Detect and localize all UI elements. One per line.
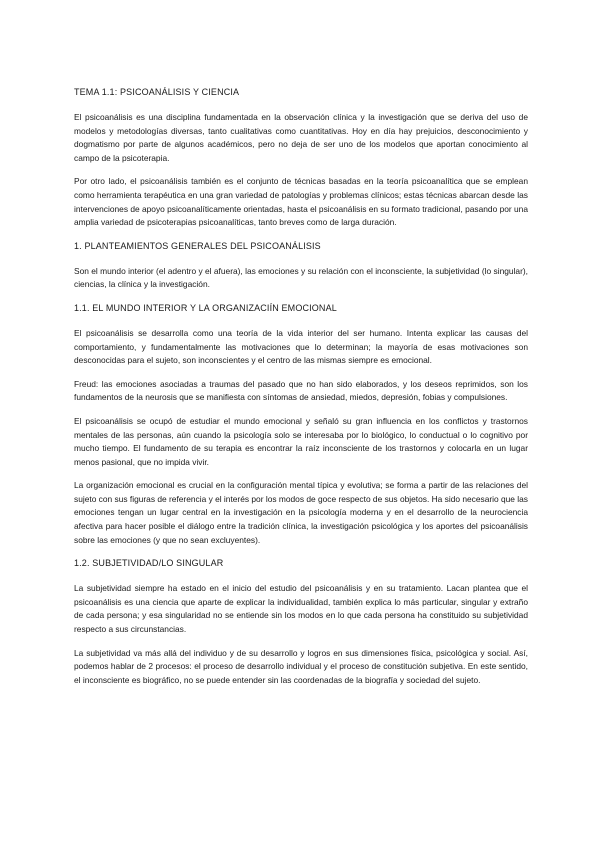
- section-1-2-paragraph-2: La subjetividad va más allá del individuo y de su desarrollo y logros en sus dimensiones física, psicológica y social. Así, podemos hablar de 2 procesos: el proceso de desarrollo individual y el proceso de constitución subjetiva. En este sentido, el inconsciente es biográfico, no se puede entender sin las coordenadas de la biografía y sociedad del sujeto.: [74, 647, 528, 685]
- section-1-paragraph: Son el mundo interior (el adentro y el afuera), las emociones y su relación con el inconsciente, la subjetividad (lo singular), ciencias, la clínica y la investigación.: [74, 265, 528, 290]
- document-page: [74, 86, 528, 697]
- section-1-heading: 1. PLANTEAMIENTOS GENERALES DEL PSICOANÁLISIS: [74, 240, 321, 251]
- section-1-1-paragraph-2: Freud: las emociones asociadas a traumas del pasado que no han sido elaborados, y los deseos reprimidos, son los fundamentos de la neurosis que se manifiesta con síntomas de ansiedad, miedos, depresión, fobias y compulsiones.: [74, 378, 528, 403]
- section-1-2-heading: 1.2. SUBJETIVIDAD/LO SINGULAR: [74, 558, 224, 569]
- section-1-1-heading: 1.1. EL MUNDO INTERIOR Y LA ORGANIZACIÍN EMOCIONAL: [74, 302, 337, 313]
- intro-paragraph-1: El psicoanálisis es una disciplina fundamentada en la observación clínica y la investigación que se deriva del uso de modelos y metodologías diversas, tanto cualitativas como cuantitativas. Hoy en día hay prejuicios, desconocimiento y dogmatismo por parte de algunos académicos, pero no deja de ser uno de los modelos que aportan conocimiento al campo de la psicoterapia.: [74, 112, 528, 163]
- section-1-1-paragraph-3: El psicoanálisis se ocupó de estudiar el mundo emocional y señaló su gran influencia en los conflictos y trastornos mentales de las personas, aún cuando la psicología solo se interesaba por lo biológico, lo conductual o lo cognitivo por mucho tiempo. El fundamento de su terapia es encontrar la raíz inconsciente de los trastornos y colocarla en un lugar menos pasional, que no impida vivir.: [74, 415, 528, 467]
- section-1-1-paragraph-4: La organización emocional es crucial en la configuración mental típica y evolutiva; se forma a partir de las relaciones del sujeto con sus figuras de referencia y el interés por los modos de goce respecto de sus objetos. Ha sido necesario que las emociones tengan un lugar central en la investigación en la psicología moderna y en el desarrollo de la neurociencia afectiva para hacer posible el diálogo entre la tradición clínica, la investigación psicológica y los aportes del psicoanálisis sobre las emociones (y que no sean excluyentes).: [74, 480, 528, 545]
- intro-paragraph-2: Por otro lado, el psicoanálisis también es el conjunto de técnicas basadas en la teoría psicoanalítica que se emplean como herramienta terapéutica en una gran variedad de patologías y problemas clínicos; estas técnicas abarcan desde las intervenciones de apoyo psicoanalíticamente orientadas, hasta el psicoanálisis en su formato tradicional, pasando por una amplia variedad de psicoterapias psicoanalíticas, tanto breves como de larga duración.: [74, 176, 528, 228]
- section-1-2-paragraph-1: La subjetividad siempre ha estado en el inicio del estudio del psicoanálisis y en su tratamiento. Lacan plantea que el psicoanálisis es una ciencia que aparte de explicar la individualidad, también explica lo más particular, singular y extraño de cada persona; y esa singularidad no se entiende sin los modos en lo que cada persona ha constituido su subjetividad respecto a sus circunstancias.: [74, 583, 528, 635]
- section-1-1-paragraph-1: El psicoanálisis se desarrolla como una teoría de la vida interior del ser humano. Intenta explicar las causas del comportamiento, y fundamentalmente las motivaciones que lo determinan; la mayoría de esas motivaciones son desconocidas para el sujeto, son inconscientes y el centro de las mismas siempre es emocional.: [74, 327, 528, 366]
- document-title: TEMA 1.1: PSICOANÁLISIS Y CIENCIA: [74, 87, 240, 97]
